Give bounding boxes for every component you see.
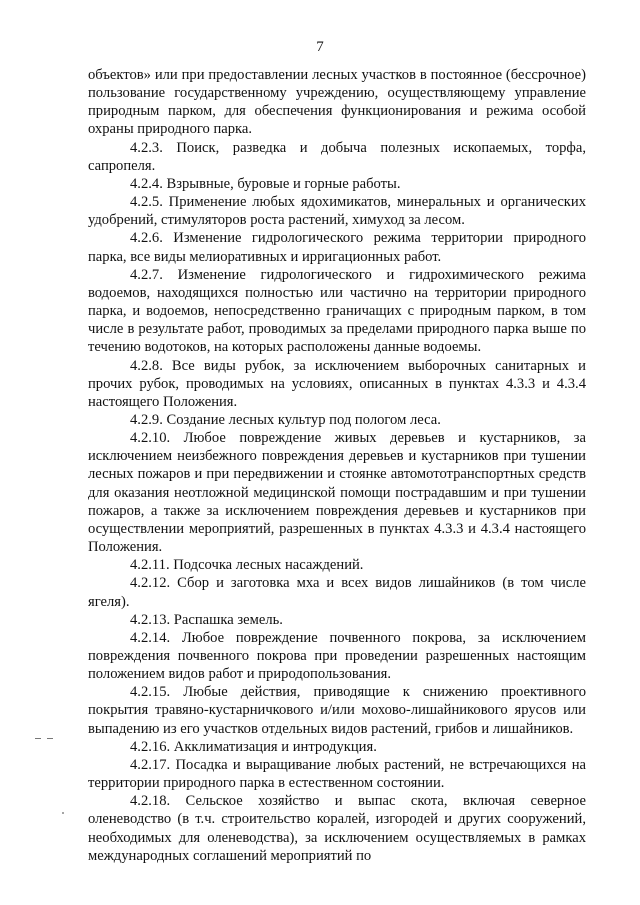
margin-scan-mark: [35, 738, 41, 739]
paragraph: 4.2.18. Сельское хозяйство и выпас скота, включая северное оленеводство (в т.ч. строительство коралей, изгородей и других сооружений, необходимых для оленеводства), за исключением осуществляемых в рамках международных соглашений мероприятий по: [88, 793, 586, 864]
paragraph: 4.2.4. Взрывные, буровые и горные работы.: [130, 175, 401, 192]
paragraph: 4.2.6. Изменение гидрологического режима территории природного парка, все виды мелиоративных и ирригационных работ.: [88, 230, 586, 265]
margin-scan-mark: [47, 738, 53, 739]
paragraph: объектов» или при предоставлении лесных участков в постоянное (бессрочное) пользование государственному учреждению, осуществляющему управление природным парком, для обеспечения функционирования и режима особой охраны природного парка.: [88, 67, 586, 138]
paragraph: 4.2.15. Любые действия, приводящие к снижению проективного покрытия травяно-кустарничкового и/или мохово-лишайникового ярусов или выпадению из его участков отдельных видов растений, грибов и лишайников.: [88, 684, 586, 737]
paragraph: 4.2.10. Любое повреждение живых деревьев и кустарников, за исключением неизбежного повреждения деревьев и кустарников при тушении лесных пожаров и при передвижении и стоянке автомототранспортных средств для оказания неотложной медицинской помощи пострадавшим и при тушении пожаров, а также за исключением повреждения деревьев и кустарников при осуществлении мероприятий, разрешенных в пунктах 4.3.3 и 4.3.4 настоящего Положения.: [88, 430, 586, 556]
page-number: 7: [316, 39, 324, 55]
document-body: [88, 66, 586, 865]
paragraph: 4.2.7. Изменение гидрологического и гидрохимического режима водоемов, находящихся полностью или частично на территории природного парка, и водоемов, непосредственно граничащих с природным парком, в том числе в результате работ, проводимых за пределами природного парка выше по течению водотоков, на которых расположены данные водоемы.: [88, 266, 586, 356]
paragraph: 4.2.5. Применение любых ядохимикатов, минеральных и органических удобрений, стимуляторов роста растений, химуход за лесом.: [88, 194, 586, 229]
paragraph: 4.2.17. Посадка и выращивание любых растений, не встречающихся на территории природного парка в естественном состоянии.: [88, 756, 586, 792]
paragraph: 4.2.13. Распашка земель.: [130, 611, 283, 628]
paragraph: 4.2.11. Подсочка лесных насаждений.: [130, 557, 364, 574]
paragraph: 4.2.12. Сбор и заготовка мха и всех видов лишайников (в том числе ягеля).: [88, 575, 586, 610]
paragraph: 4.2.8. Все виды рубок, за исключением выборочных санитарных и прочих рубок, проводимых на условиях, описанных в пунктах 4.3.3 и 4.3.4 настоящего Положения.: [88, 357, 586, 410]
paragraph: 4.2.14. Любое повреждение почвенного покрова, за исключением повреждения почвенного покрова при проведении разрешенных настоящим положением видов работ и природопользования.: [88, 629, 586, 683]
paragraph: 4.2.9. Создание лесных культур под пологом леса.: [130, 411, 441, 428]
paragraph: 4.2.3. Поиск, разведка и добыча полезных ископаемых, торфа, сапропеля.: [88, 139, 586, 174]
paragraph: 4.2.16. Акклиматизация и интродукция.: [130, 738, 377, 755]
margin-scan-dot: [62, 812, 64, 814]
